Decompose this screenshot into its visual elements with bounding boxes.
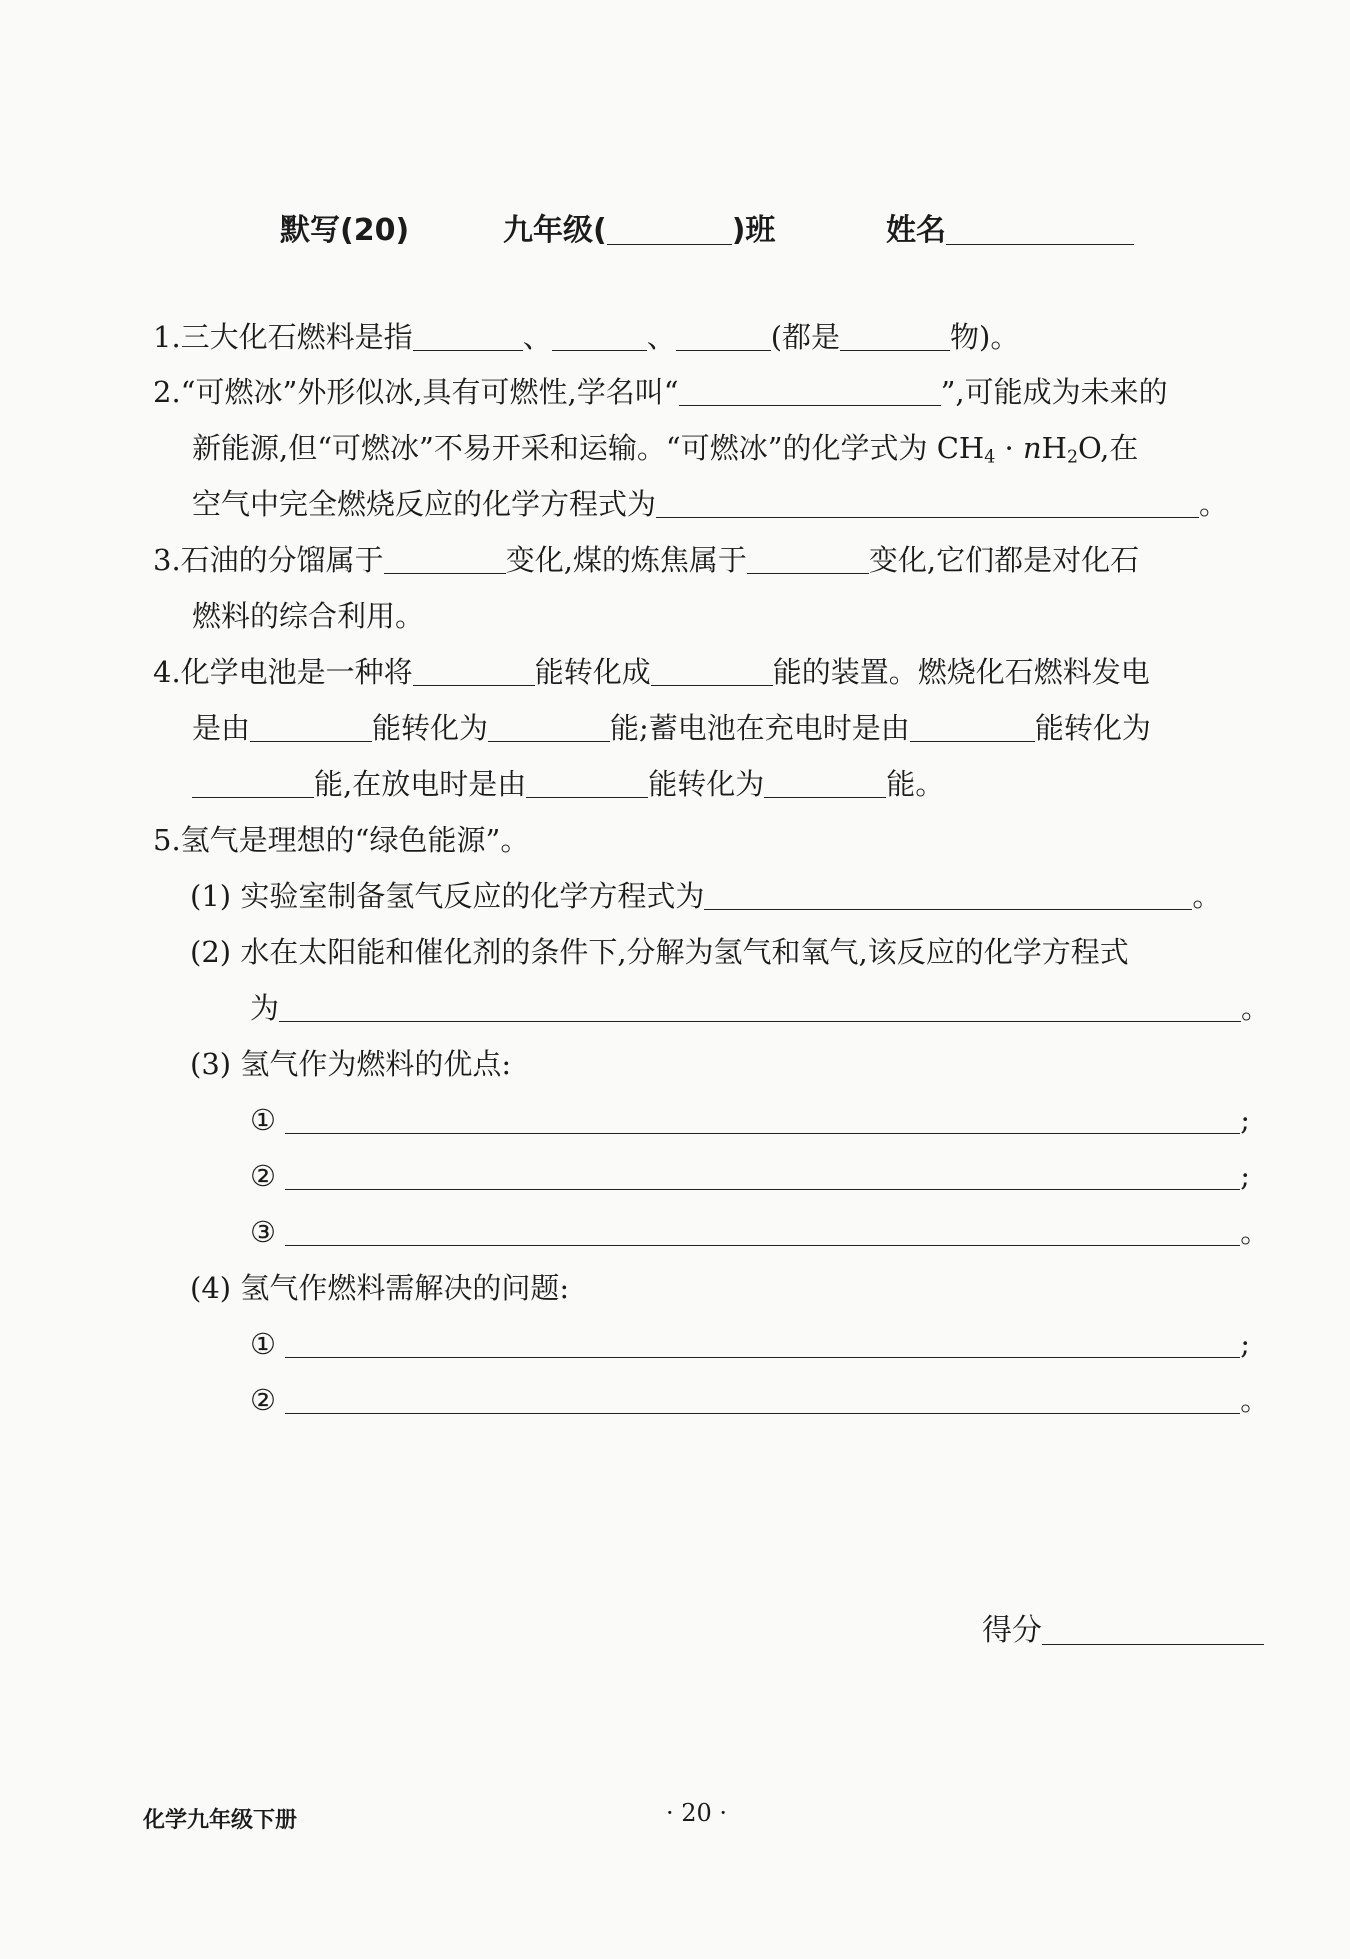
grade-label: 九年级( )班 [503, 213, 776, 248]
class-number-field[interactable] [607, 212, 732, 245]
worksheet-page: 默写(20) 九年级( )班 姓名 1.三大化石燃料是指 、 、 (都是 物)。 2.“可燃冰”外形似冰,具有可燃性,学名叫“ ”,可能成为未来的 新能源,但“可燃冰”不易开采和运输。“可燃冰”的化学式为 $CH_4 \cdot nH_2O$,在 空气中完全燃烧反应的化学方程式为 。 3.石油的分馏属于 变化,煤的炼焦属于 变化,它们都是对化石 燃料的综合利用。 4.化学电池是一种将 能转化成 能的装置。燃烧化石燃料发电 是由 能转化为 能;蓄电池在充电时是由 能转化为 能,在放电时是由 能转化为 能。 5.氢气是理想的“绿色能源”。 (1) 实验室制备氢气反应的化学方程式为 。 (2) 水在太阳能和催化剂的条件下,分解为氢气和氧气,该反应的化学方程式 为 。 (3) 氢气作为燃料的优点: ① ; ② ; ③ 。 (4) 氢气作燃料需解决的问题: ① ; ② 。 得分 化学九年级下册 · 20 · [0, 0, 1350, 1959]
charging-input-field[interactable] [910, 711, 1035, 742]
name-field[interactable] [946, 212, 1134, 245]
battery-output-energy-field[interactable] [651, 655, 773, 686]
scientific-name-field[interactable] [679, 375, 941, 406]
discharging-input-field[interactable] [526, 767, 648, 798]
worksheet-title: 默写(20) [280, 213, 410, 248]
lab-hydrogen-equation-field[interactable] [704, 879, 1192, 910]
combustion-equation-field[interactable] [656, 487, 1199, 518]
page-number: · 20 · [666, 1799, 728, 1827]
book-title: 化学九年级下册 [143, 1808, 298, 1833]
power-gen-output-field[interactable] [488, 711, 610, 742]
advantage-1-field[interactable] [285, 1103, 1240, 1134]
worksheet-header [0, 205, 1350, 255]
substance-type-field[interactable] [840, 320, 950, 351]
fossil-fuel-1-field[interactable] [413, 320, 523, 351]
advantage-3-field[interactable] [285, 1215, 1240, 1246]
score-label: 得分 [982, 1613, 1042, 1648]
problem-1-field[interactable] [285, 1327, 1240, 1358]
advantage-2-field[interactable] [285, 1159, 1240, 1190]
discharging-output-field[interactable] [764, 767, 886, 798]
fossil-fuel-2-field[interactable] [552, 320, 647, 351]
fossil-fuel-3-field[interactable] [676, 320, 771, 351]
name-label: 姓名 [886, 205, 1134, 249]
score-area [982, 1605, 1264, 1649]
distillation-change-field[interactable] [384, 543, 506, 574]
coking-change-field[interactable] [747, 543, 869, 574]
score-field[interactable] [1042, 1612, 1264, 1645]
problem-2-field[interactable] [285, 1383, 1240, 1414]
charging-output-field[interactable] [192, 767, 314, 798]
battery-input-energy-field[interactable] [413, 655, 535, 686]
water-decomposition-equation-field[interactable] [279, 991, 1241, 1022]
power-gen-input-field[interactable] [250, 711, 372, 742]
